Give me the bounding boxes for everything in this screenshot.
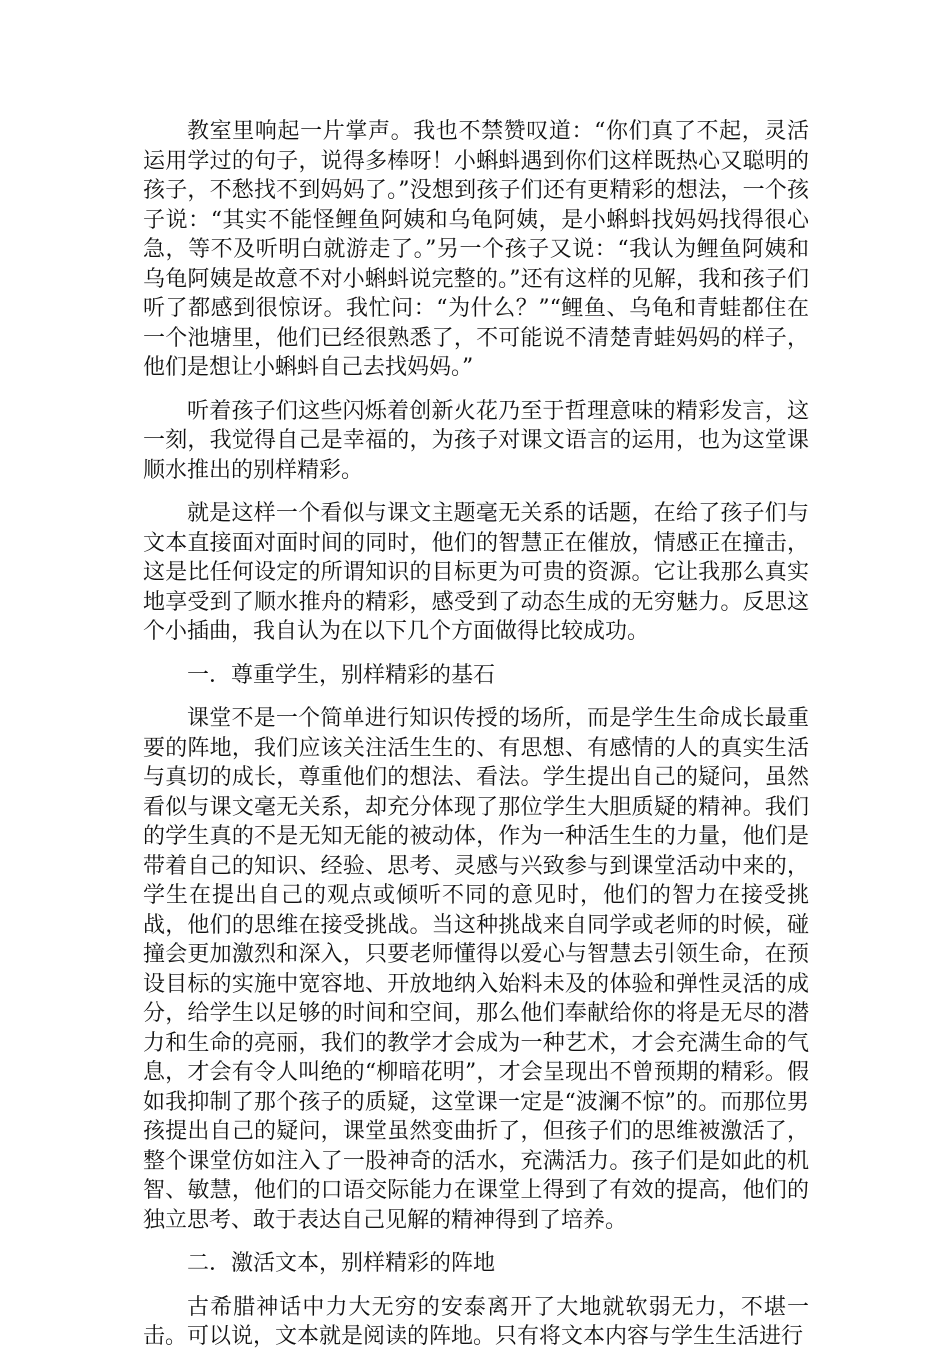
paragraph-respect-students: 课堂不是一个简单进行知识传授的场所，而是学生生命成长最重要的阵地，我们应该关注活生生的、有思想、有感情的人的真实生活与真切的成长，尊重他们的想法、看法。学生提出自己的疑问，虽然看似与课文毫无关系，却充分体现了那位学生大胆质疑的精神。我们的学生真的不是无知无能的被动体，作为一种活生生的力量，他们是带着自己的知识、经验、思考、灵感与兴致参与到课堂活动中来的，学生在提出自己的观点或倾听不同的意见时，他们的智力在接受挑战，他们的思维在接受挑战。当这种挑战来自同学或老师的时候，碰撞会更加激烈和深入，只要老师懂得以爱心与智慧去引领生命，在预设目标的实施中宽容地、开放地纳入始料未及的体验和弹性灵活的成分，给学生以足够的时间和空间，那么他们奉献给你的将是无尽的潜力和生命的亮丽，我们的教学才会成为一种艺术，才会充满生命的气息，才会有令人叫绝的“柳暗花明”，才会呈现出不曾预期的精彩。假如我抑制了那个孩子的质疑，这堂课一定是“波澜不惊”的。而那位男孩提出自己的疑问，课堂虽然变曲折了，但孩子们的思维被激活了，整个课堂仿如注入了一股神奇的活水，充满活力。孩子们是如此的机智、敏慧，他们的口语交际能力在课堂上得到了有效的提高，他们的独立思考、敢于表达自己见解的精神得到了培养。 [143,706,809,1233]
section-heading-activate-text: 二．激活文本，别样精彩的阵地 [187,1251,496,1276]
paragraph-topic-reflection: 就是这样一个看似与课文主题毫无关系的话题，在给了孩子们与文本直接面对面时间的同时，他们的智慧正在催放，情感正在撞击，这是比任何设定的所谓知识的目标更为可贵的资源。它让我那么真实地享受到了顺水推舟的精彩，感受到了动态生成的无穷魅力。反思这个小插曲，我自认为在以下几个方面做得比较成功。 [143,501,809,644]
section-heading-respect-students: 一．尊重学生，别样精彩的基石 [187,662,496,688]
paragraph-happiness-reflection: 听着孩子们这些闪烁着创新火花乃至于哲理意味的精彩发言，这一刻，我觉得自己是幸福的，为孩子对课文语言的运用，也为这堂课顺水推出的别样精彩。 [143,398,809,483]
document-body [143,117,809,1366]
paragraph-classroom-applause: 教室里响起一片掌声。我也不禁赞叹道：“你们真了不起，灵活运用学过的句子，说得多棒呀！小蝌蚪遇到你们这样既热心又聪明的孩子，不愁找不到妈妈了。”没想到孩子们还有更精彩的想法，一个孩子说：“其实不能怪鲤鱼阿姨和乌龟阿姨，是小蝌蚪找妈妈找得很心急，等不及听明白就游走了。”另一个孩子又说：“我认为鲤鱼阿姨和乌龟阿姨是故意不对小蝌蚪说完整的。”还有这样的见解，我和孩子们听了都感到很惊讶。我忙问：“为什么？”“鲤鱼、乌龟和青蛙都住在一个池塘里，他们已经很熟悉了，不可能说不清楚青蛙妈妈的样子，他们是想让小蝌蚪自己去找妈妈。” [143,119,809,380]
paragraph-antaeus-myth: 古希腊神话中力大无穷的安泰离开了大地就软弱无力，不堪一击。可以说，文本就是阅读的阵地。只有将文本内容与学生生活进行 [143,1294,809,1349]
